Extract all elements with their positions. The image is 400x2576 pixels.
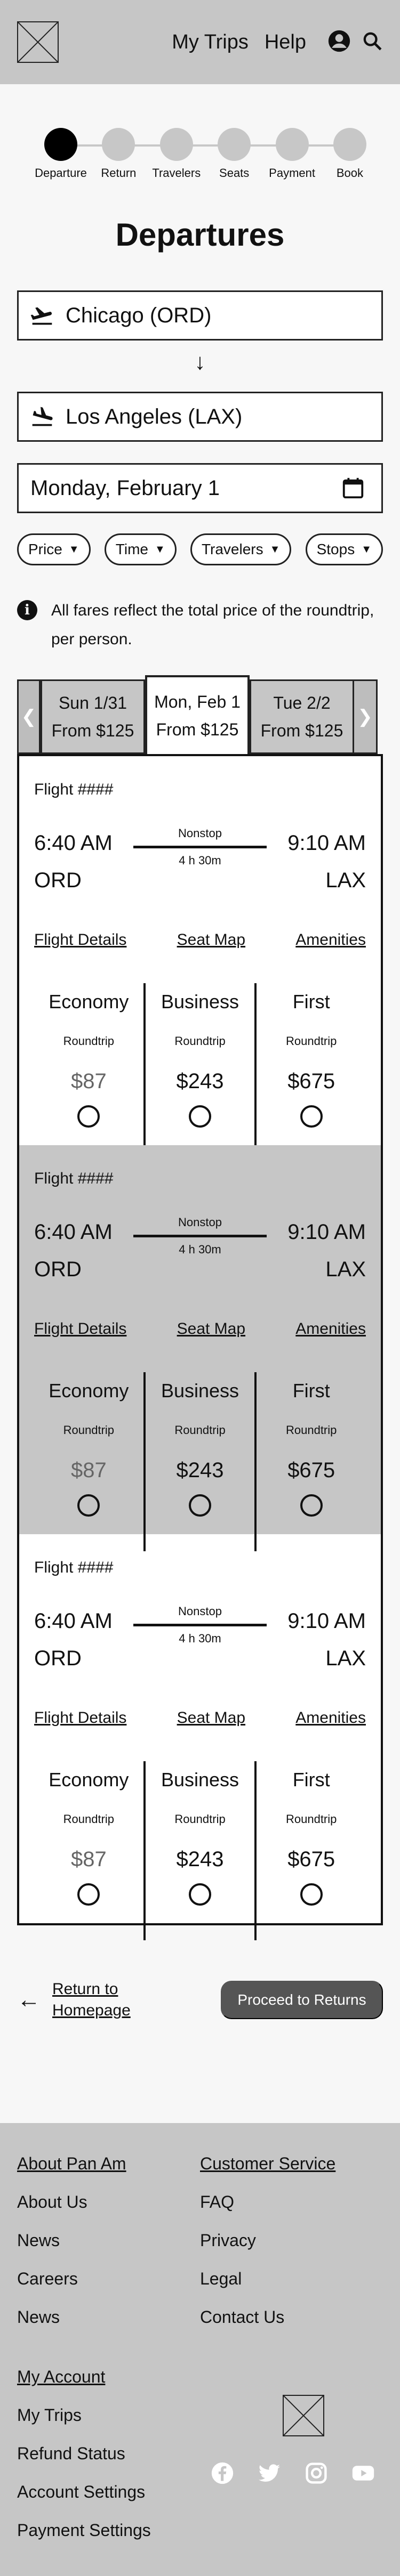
step-label: Seats: [219, 166, 250, 180]
footer-service-link[interactable]: Legal: [200, 2269, 242, 2288]
step-dot: [102, 128, 135, 161]
fare-type: Roundtrip: [174, 1034, 226, 1048]
duration-label: 4 h 30m: [179, 1632, 221, 1645]
filter-price[interactable]: [17, 533, 91, 565]
next-date-button[interactable]: [354, 679, 378, 754]
step-label: Return: [101, 166, 137, 180]
step-book[interactable]: [329, 128, 371, 180]
page-title: Departures: [115, 217, 285, 253]
departure-info: [34, 824, 113, 899]
footer-about-link[interactable]: Careers: [17, 2269, 78, 2288]
footer-service-heading[interactable]: Customer Service: [200, 2154, 336, 2173]
arrival-time: 9:10 AM: [287, 831, 366, 855]
fare-price: $87: [70, 1070, 107, 1093]
step-dot: [44, 128, 77, 161]
fare-economy[interactable]: [34, 1372, 143, 1551]
instagram-icon[interactable]: [300, 2457, 333, 2490]
site-header: [0, 0, 400, 84]
chevron-left-icon: ❮: [21, 707, 37, 727]
footer-about-link[interactable]: News: [17, 2231, 60, 2250]
fare-first[interactable]: [257, 983, 366, 1162]
footer-service-link[interactable]: Privacy: [200, 2231, 256, 2250]
date-tab-day: Sun 1/31: [58, 693, 127, 712]
fare-class: First: [292, 1769, 330, 1791]
footer-account-link[interactable]: My Trips: [17, 2405, 82, 2425]
flight-details-link[interactable]: Flight Details: [34, 1709, 127, 1727]
step-return[interactable]: [97, 128, 140, 180]
flight-links: [34, 1320, 366, 1338]
nav-help[interactable]: Help: [264, 30, 306, 53]
flight-links: [34, 1709, 366, 1727]
route-info: [133, 1605, 267, 1646]
landing-icon: [30, 405, 54, 428]
fare-type: Roundtrip: [63, 1812, 115, 1826]
seat-map-link[interactable]: Seat Map: [177, 1320, 246, 1338]
fare-radio[interactable]: [189, 1494, 211, 1517]
step-dot: [218, 128, 251, 161]
step-seats[interactable]: [213, 128, 255, 180]
youtube-icon[interactable]: [347, 2457, 380, 2490]
logo-placeholder[interactable]: [17, 21, 59, 63]
fare-class: Business: [161, 1769, 239, 1791]
footer-account-link[interactable]: Payment Settings: [17, 2521, 151, 2540]
footer-social: [224, 2358, 383, 2549]
footer-account-col: [17, 2358, 224, 2549]
fare-radio[interactable]: [77, 1105, 100, 1128]
filter-stops[interactable]: [306, 533, 383, 565]
destination-code: LAX: [325, 1258, 366, 1281]
filter-time[interactable]: [105, 533, 177, 565]
destination-value: Los Angeles (LAX): [66, 404, 243, 428]
step-dot: [160, 128, 193, 161]
fare-class: Economy: [49, 991, 129, 1012]
calendar-icon[interactable]: [341, 476, 365, 500]
facebook-icon[interactable]: [206, 2457, 239, 2490]
fare-business[interactable]: [143, 983, 257, 1162]
caret-down-icon: ▼: [361, 543, 372, 555]
step-label: Departure: [35, 166, 87, 180]
fare-class: Business: [161, 991, 239, 1012]
flight-number: Flight ####: [34, 1170, 114, 1187]
destination-code: LAX: [325, 869, 366, 892]
chevron-right-icon: ❯: [357, 707, 373, 727]
flight-details-link[interactable]: Flight Details: [34, 931, 127, 949]
footer-logo-placeholder: [283, 2395, 324, 2436]
page-actions: [17, 1979, 383, 2021]
amenities-link[interactable]: Amenities: [295, 931, 366, 949]
fare-business[interactable]: [143, 1761, 257, 1940]
duration-label: 4 h 30m: [179, 854, 221, 867]
flight-links: [34, 931, 366, 949]
fare-type: Roundtrip: [285, 1034, 337, 1048]
flight-details-link[interactable]: Flight Details: [34, 1320, 127, 1338]
amenities-link[interactable]: Amenities: [295, 1709, 366, 1727]
origin-value: Chicago (ORD): [66, 303, 212, 327]
fare-options: [34, 983, 366, 1162]
fare-price: $243: [176, 1848, 224, 1871]
stops-label: Nonstop: [178, 1605, 222, 1618]
arrival-info: [287, 824, 366, 899]
step-payment[interactable]: [271, 128, 314, 180]
origin-field[interactable]: [17, 290, 383, 341]
fare-price: $675: [287, 1848, 335, 1871]
fare-business[interactable]: [143, 1372, 257, 1551]
date-tab-price: From $125: [51, 721, 134, 740]
fare-first[interactable]: [257, 1372, 366, 1551]
route-line: [133, 846, 267, 848]
date-field[interactable]: [17, 463, 383, 513]
fare-radio[interactable]: [77, 1883, 100, 1906]
flight-card: [19, 756, 381, 1145]
fare-type: Roundtrip: [63, 1423, 115, 1437]
fare-notice: [17, 596, 383, 654]
step-dot: [333, 128, 366, 161]
route-line: [133, 1235, 267, 1237]
prev-date-button[interactable]: [17, 679, 41, 754]
flight-number: Flight ####: [34, 1559, 114, 1576]
footer-account-heading[interactable]: My Account: [17, 2367, 106, 2386]
stops-label: Nonstop: [178, 827, 222, 840]
filter-label: Time: [115, 541, 148, 557]
date-value: Monday, February 1: [30, 476, 220, 500]
fare-radio[interactable]: [300, 1883, 323, 1906]
footer-about-link[interactable]: About Us: [17, 2192, 87, 2212]
takeoff-icon: [30, 304, 54, 327]
filter-label: Stops: [316, 541, 355, 557]
fare-type: Roundtrip: [174, 1812, 226, 1826]
departure-info: [34, 1213, 113, 1288]
date-tab-day: Mon, Feb 1: [154, 692, 241, 711]
fare-class: First: [292, 1380, 330, 1402]
arrow-left-icon: ←: [17, 1987, 41, 2013]
fare-price: $243: [176, 1459, 224, 1482]
flight-card: [19, 1534, 381, 1923]
duration-label: 4 h 30m: [179, 1243, 221, 1256]
date-tabs: [17, 677, 383, 754]
nav-my-trips[interactable]: My Trips: [172, 30, 249, 53]
twitter-icon[interactable]: [253, 2457, 286, 2490]
departure-time: 6:40 AM: [34, 1609, 113, 1633]
footer-service-link[interactable]: FAQ: [200, 2192, 235, 2212]
arrival-info: [287, 1602, 366, 1677]
fare-radio[interactable]: [77, 1494, 100, 1517]
flight-number: Flight ####: [34, 781, 114, 798]
direction-arrow: ↓: [194, 349, 206, 374]
return-home-line1: Return to: [52, 1980, 118, 1998]
flight-card: [19, 1145, 381, 1534]
step-label: Book: [336, 166, 364, 180]
fare-radio[interactable]: [189, 1105, 211, 1128]
fare-options: [34, 1761, 366, 1940]
step-dot: [276, 128, 309, 161]
info-icon: i: [17, 600, 37, 620]
fare-price: $87: [70, 1848, 107, 1871]
stops-label: Nonstop: [178, 1216, 222, 1229]
filter-bar: [17, 533, 383, 565]
fare-class: Business: [161, 1380, 239, 1402]
date-tab[interactable]: [250, 679, 354, 754]
route-info: [133, 1216, 267, 1257]
route-info: [133, 827, 267, 868]
return-home-line2: Homepage: [52, 2002, 131, 2019]
fare-economy[interactable]: [34, 983, 143, 1162]
origin-code: ORD: [34, 1258, 82, 1281]
departure-info: [34, 1602, 113, 1677]
fare-first[interactable]: [257, 1761, 366, 1940]
destination-field[interactable]: [17, 392, 383, 442]
step-label: Payment: [269, 166, 315, 180]
fare-class: First: [292, 991, 330, 1012]
fare-type: Roundtrip: [174, 1423, 226, 1437]
fare-radio[interactable]: [300, 1105, 323, 1128]
caret-down-icon: ▼: [68, 543, 79, 555]
fare-options: [34, 1372, 366, 1551]
return-home-link[interactable]: [17, 1979, 131, 2021]
amenities-link[interactable]: Amenities: [295, 1320, 366, 1338]
fare-class: Economy: [49, 1380, 129, 1402]
footer-account-link[interactable]: Account Settings: [17, 2482, 146, 2501]
fare-price: $87: [70, 1459, 107, 1482]
footer-account-link[interactable]: Refund Status: [17, 2444, 125, 2463]
destination-code: LAX: [325, 1647, 366, 1670]
flight-times: [34, 824, 366, 899]
date-tab[interactable]: [145, 675, 250, 754]
fare-notice-text: All fares reflect the total price of the roundtrip, per person.: [51, 602, 374, 648]
step-departure[interactable]: [35, 128, 87, 180]
flight-times: [34, 1213, 366, 1288]
seat-map-link[interactable]: Seat Map: [177, 1709, 246, 1727]
footer-about-col: [17, 2144, 200, 2336]
booking-stepper: [21, 84, 379, 185]
main-nav: [172, 29, 383, 55]
departure-time: 6:40 AM: [34, 831, 113, 855]
fare-type: Roundtrip: [285, 1423, 337, 1437]
footer-about-heading[interactable]: About Pan Am: [17, 2154, 126, 2173]
fare-radio[interactable]: [189, 1883, 211, 1906]
filter-travelers[interactable]: [190, 533, 291, 565]
filter-label: Travelers: [201, 541, 263, 557]
account-icon[interactable]: [327, 29, 351, 55]
fare-type: Roundtrip: [285, 1812, 337, 1826]
route-line: [133, 1624, 267, 1626]
departure-time: 6:40 AM: [34, 1220, 113, 1244]
caret-down-icon: ▼: [154, 543, 165, 555]
date-tab[interactable]: [41, 679, 145, 754]
fare-radio[interactable]: [300, 1494, 323, 1517]
date-tab-price: From $125: [260, 721, 343, 740]
footer-service-col: [200, 2144, 383, 2336]
search-icon[interactable]: [362, 30, 383, 54]
fare-price: $675: [287, 1459, 335, 1482]
date-tab-day: Tue 2/2: [273, 693, 331, 712]
arrival-time: 9:10 AM: [287, 1609, 366, 1633]
flight-list: [17, 754, 383, 1925]
fare-economy[interactable]: [34, 1761, 143, 1940]
step-label: Travelers: [152, 166, 201, 180]
arrival-info: [287, 1213, 366, 1288]
proceed-to-returns-button[interactable]: Proceed to Returns: [221, 1981, 383, 2019]
seat-map-link[interactable]: Seat Map: [177, 931, 246, 949]
origin-code: ORD: [34, 1647, 82, 1670]
fare-price: $243: [176, 1070, 224, 1093]
date-tab-price: From $125: [156, 720, 239, 739]
caret-down-icon: ▼: [269, 543, 281, 555]
origin-code: ORD: [34, 869, 82, 892]
site-footer: [0, 2123, 400, 2576]
footer-service-link[interactable]: Contact Us: [200, 2307, 285, 2327]
fare-type: Roundtrip: [63, 1034, 115, 1048]
filter-label: Price: [28, 541, 62, 557]
flight-times: [34, 1602, 366, 1677]
fare-class: Economy: [49, 1769, 129, 1791]
fare-price: $675: [287, 1070, 335, 1093]
footer-about-link[interactable]: News: [17, 2307, 60, 2327]
step-travelers[interactable]: [152, 128, 201, 180]
arrival-time: 9:10 AM: [287, 1220, 366, 1244]
